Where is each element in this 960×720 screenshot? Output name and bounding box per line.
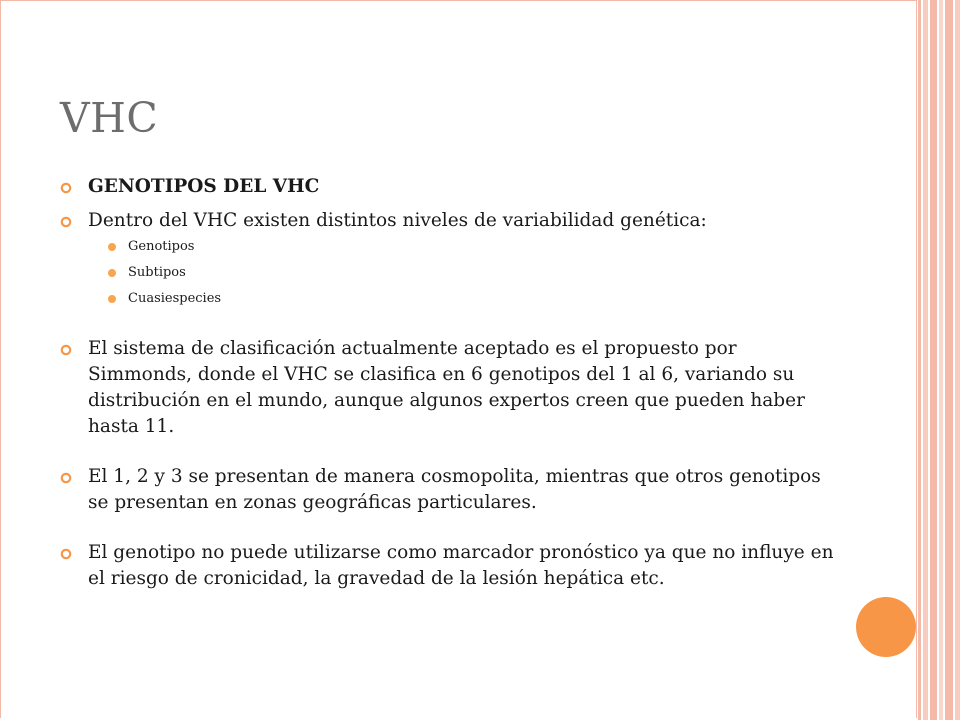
bullet-text: GENOTIPOS DEL VHC <box>88 176 320 197</box>
bullet-item <box>60 464 840 516</box>
bullet-text: Dentro del VHC existen distintos niveles de variabilidad genética: <box>88 210 707 231</box>
bullet-icon <box>60 548 72 560</box>
decor-stripe <box>923 0 928 720</box>
bullet-text: El sistema de clasificación actualmente aceptado es el propuesto por Simmonds, donde el VHC se clasifica en 6 genotipos del 1 al 6, variando su distribución en el mundo, aunque algunos expertos creen que pueden haber hasta 11. <box>88 338 805 437</box>
decor-stripe <box>945 0 953 720</box>
sub-bullet-item <box>60 286 840 312</box>
sub-bullet-item <box>60 234 840 260</box>
bullet-item <box>60 540 840 592</box>
sub-bullet-dot-icon <box>108 269 116 277</box>
sub-bullet-text: Cuasiespecies <box>128 291 222 306</box>
slide-content <box>60 174 840 592</box>
bullet-icon <box>60 344 72 356</box>
decor-circle <box>856 597 916 657</box>
decor-stripe <box>930 0 937 720</box>
decor-stripe <box>918 0 921 720</box>
decor-stripe <box>955 0 960 720</box>
bullet-item <box>60 174 840 200</box>
sub-bullet-dot-icon <box>108 295 116 303</box>
bullet-icon <box>60 182 72 194</box>
sub-bullet-text: Genotipos <box>128 239 195 254</box>
slide-title: VHC <box>60 94 159 142</box>
bullet-item <box>60 336 840 440</box>
bullet-text: El genotipo no puede utilizarse como marcador pronóstico ya que no influye en el riesgo de cronicidad, la gravedad de la lesión hepática etc. <box>88 542 834 589</box>
bullet-icon <box>60 472 72 484</box>
bullet-icon <box>60 216 72 228</box>
bullet-item <box>60 208 840 234</box>
sub-bullet-dot-icon <box>108 243 116 251</box>
sub-bullet-item <box>60 260 840 286</box>
bullet-text: El 1, 2 y 3 se presentan de manera cosmopolita, mientras que otros genotipos se presentan en zonas geográficas particulares. <box>88 466 821 513</box>
decor-stripe <box>939 0 943 720</box>
sub-bullet-text: Subtipos <box>128 265 186 280</box>
